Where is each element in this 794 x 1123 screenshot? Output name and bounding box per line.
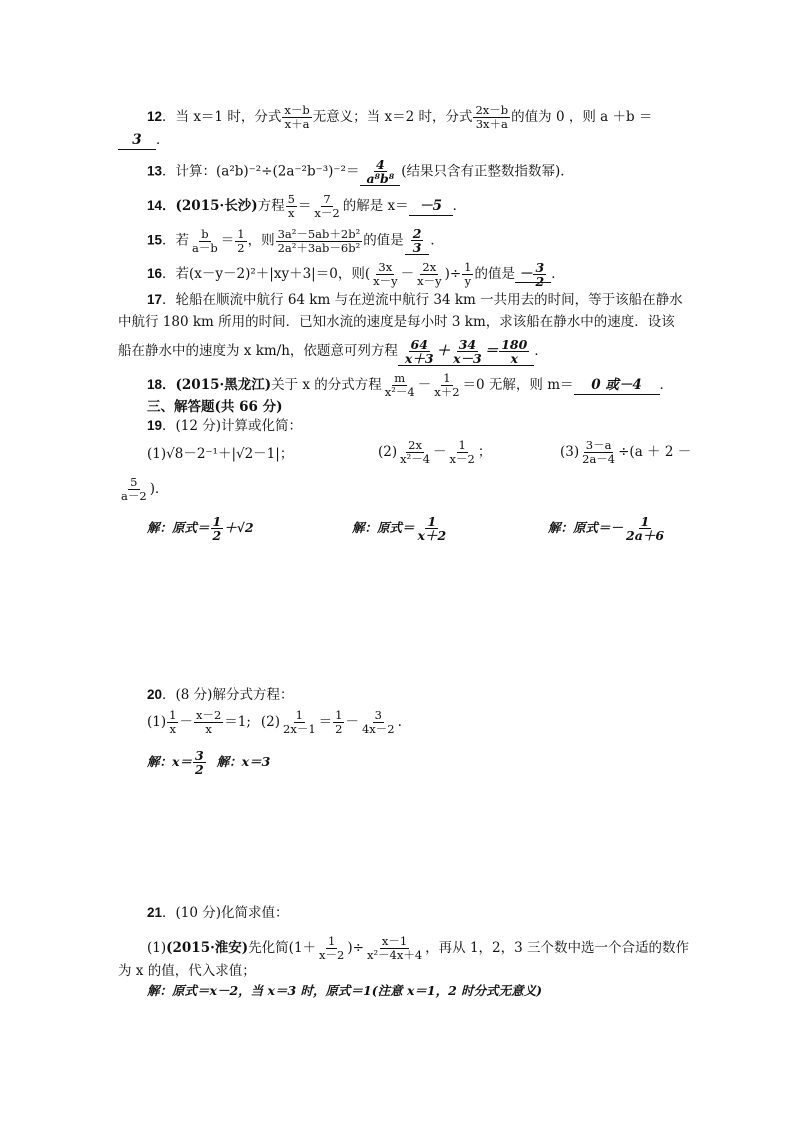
question-20: 20．(8 分)解分式方程： — [147, 687, 294, 703]
question-18: 18．(2015·黑龙江)关于 x 的分式方程 $\frac{m}{\text{x²－4}}$ － $\frac{1}{x+2}$ ＝0 无解，则 m＝ 0 或－4 ． — [147, 371, 674, 399]
question-number: 21 — [147, 905, 163, 920]
solution-19-3: 解：原式＝－ $\frac{1}{2a+6}$ — [548, 514, 665, 543]
answer-blank: $\frac{4}{\text{a⁸b⁸}}$ — [360, 158, 400, 186]
question-15: 15．若 $\frac{b}{a-b}$ ＝ $\frac{1}{2}$ ，则 $\frac{\text{3a²－5ab＋2b²}}{\text{2a²＋3ab－6b²}}$ 的值是 $\frac{2}{3}$ ． — [147, 226, 444, 255]
question-number: 13 — [147, 163, 163, 179]
answer-blank: 3 — [118, 131, 156, 150]
question-number: 12 — [147, 109, 163, 124]
question-12-answer-line: 3 ． — [118, 131, 170, 150]
answer-blank: 0 或－4 — [574, 376, 660, 395]
question-19: 19．(12 分)计算或化简： — [147, 418, 303, 434]
answer-blank: $\frac{2}{3}$ — [405, 227, 430, 255]
solution-21: 解：原式＝x－2，当 x＝3 时，原式＝1(注意 x＝1，2 时分式无意义) — [147, 983, 543, 998]
question-12: 12．当 x＝1 时，分式 $\frac{x-b}{x+a}$ 无意义；当 x＝2 时，分式 $\frac{2x-b}{3x+a}$ 的值为 0 ，则 a ＋b ＝ — [147, 103, 653, 131]
question-number: 18 — [147, 377, 163, 392]
question-number: 16 — [147, 266, 163, 281]
solution-20: 解：x＝ $\frac{3}{2}$ 解：x＝3 — [147, 748, 271, 777]
question-16: 16．若(x－y－2)²＋|xy＋3|＝0，则( $\frac{3x}{x-y}$ － $\frac{2x}{x-y}$ )÷ $\frac{1}{y}$ 的值是 － $\frac{3}{2}$ ． — [147, 260, 565, 289]
answer-blank: －5 — [409, 197, 453, 216]
answer-blank: － $\frac{3}{2}$ — [515, 266, 551, 283]
question-21-part1-cont: 为 x 的值，代入求值； — [118, 963, 256, 979]
fraction: $\frac{2x-b}{3x+a}$ — [475, 103, 509, 131]
question-14: 14．(2015·长沙)方程 $\frac{5}{x}$ ＝ $\frac{7}{x-2}$ 的解是 x＝ －5 ． — [147, 192, 467, 220]
question-number: 15 — [147, 232, 163, 248]
question-number: 17 — [147, 292, 163, 307]
question-21-part1: (1)(2015·淮安)先化简(1＋ $\frac{1}{x-2}$ )÷ $\frac{x-1}{\text{x²－4x＋4}}$ ，再从 1，2，3 三个数中选一个合适的数作 — [147, 934, 690, 962]
question-17-line3: 船在静水中的速度为 x km/h，依题意可列方程 $\frac{64}{x+3}$ ＋ $\frac{34}{x-3}$ ＝ $\frac{180}{x}$ ． — [118, 337, 548, 366]
question-number: 19 — [147, 418, 163, 433]
answer-blank: $\frac{64}{x+3}$ ＋ $\frac{34}{x-3}$ ＝ $\frac{180}{x}$ — [398, 338, 534, 366]
question-13: 13．计算：(a²b)⁻²÷(2a⁻²b⁻³)⁻²＝ $\frac{4}{\text{a⁸b⁸}}$ (结果只含有正整数指数幂)． — [147, 157, 574, 186]
fraction: $\frac{x-b}{x+a}$ — [284, 103, 310, 131]
question-19-part2: (2) $\frac{2x}{\text{x²－4}}$ － $\frac{1}{x-2}$ ； — [378, 438, 492, 466]
question-21: 21．(10 分)化简求值： — [147, 905, 289, 921]
question-17: 17．轮船在顺流中航行 64 km 与在逆流中航行 34 km 一共用去的时间，等于该船在静水 — [147, 292, 683, 308]
question-19-part1: (1)√8－2⁻¹＋|√2－1|； — [147, 446, 294, 462]
question-19-part3-cont: $\frac{5}{a-2}$ )． — [121, 475, 169, 503]
section-heading: 三、解答题(共 66 分) — [147, 399, 283, 415]
solution-19-1: 解：原式＝ $\frac{1}{2}$ ＋√2 — [147, 514, 254, 543]
question-number: 20 — [147, 687, 163, 702]
solution-19-2: 解：原式＝ $\frac{1}{x+2}$ — [352, 514, 447, 543]
question-number: 14 — [147, 198, 163, 213]
question-17-line2: 中航行 180 km 所用的时间．已知水流的速度是每小时 3 km，求该船在静水中的速度．设该 — [118, 314, 675, 330]
question-19-part3: (3) $\frac{3-a}{2a-4}$ ÷(a ＋ 2 － — [560, 438, 692, 466]
question-20-parts: (1) $\frac{1}{x}$ － $\frac{x-2}{x}$ ＝1; (2) $\frac{1}{2x-1}$ ＝ $\frac{1}{2}$ － $\frac{3}{4x-2}$ . — [147, 708, 402, 736]
